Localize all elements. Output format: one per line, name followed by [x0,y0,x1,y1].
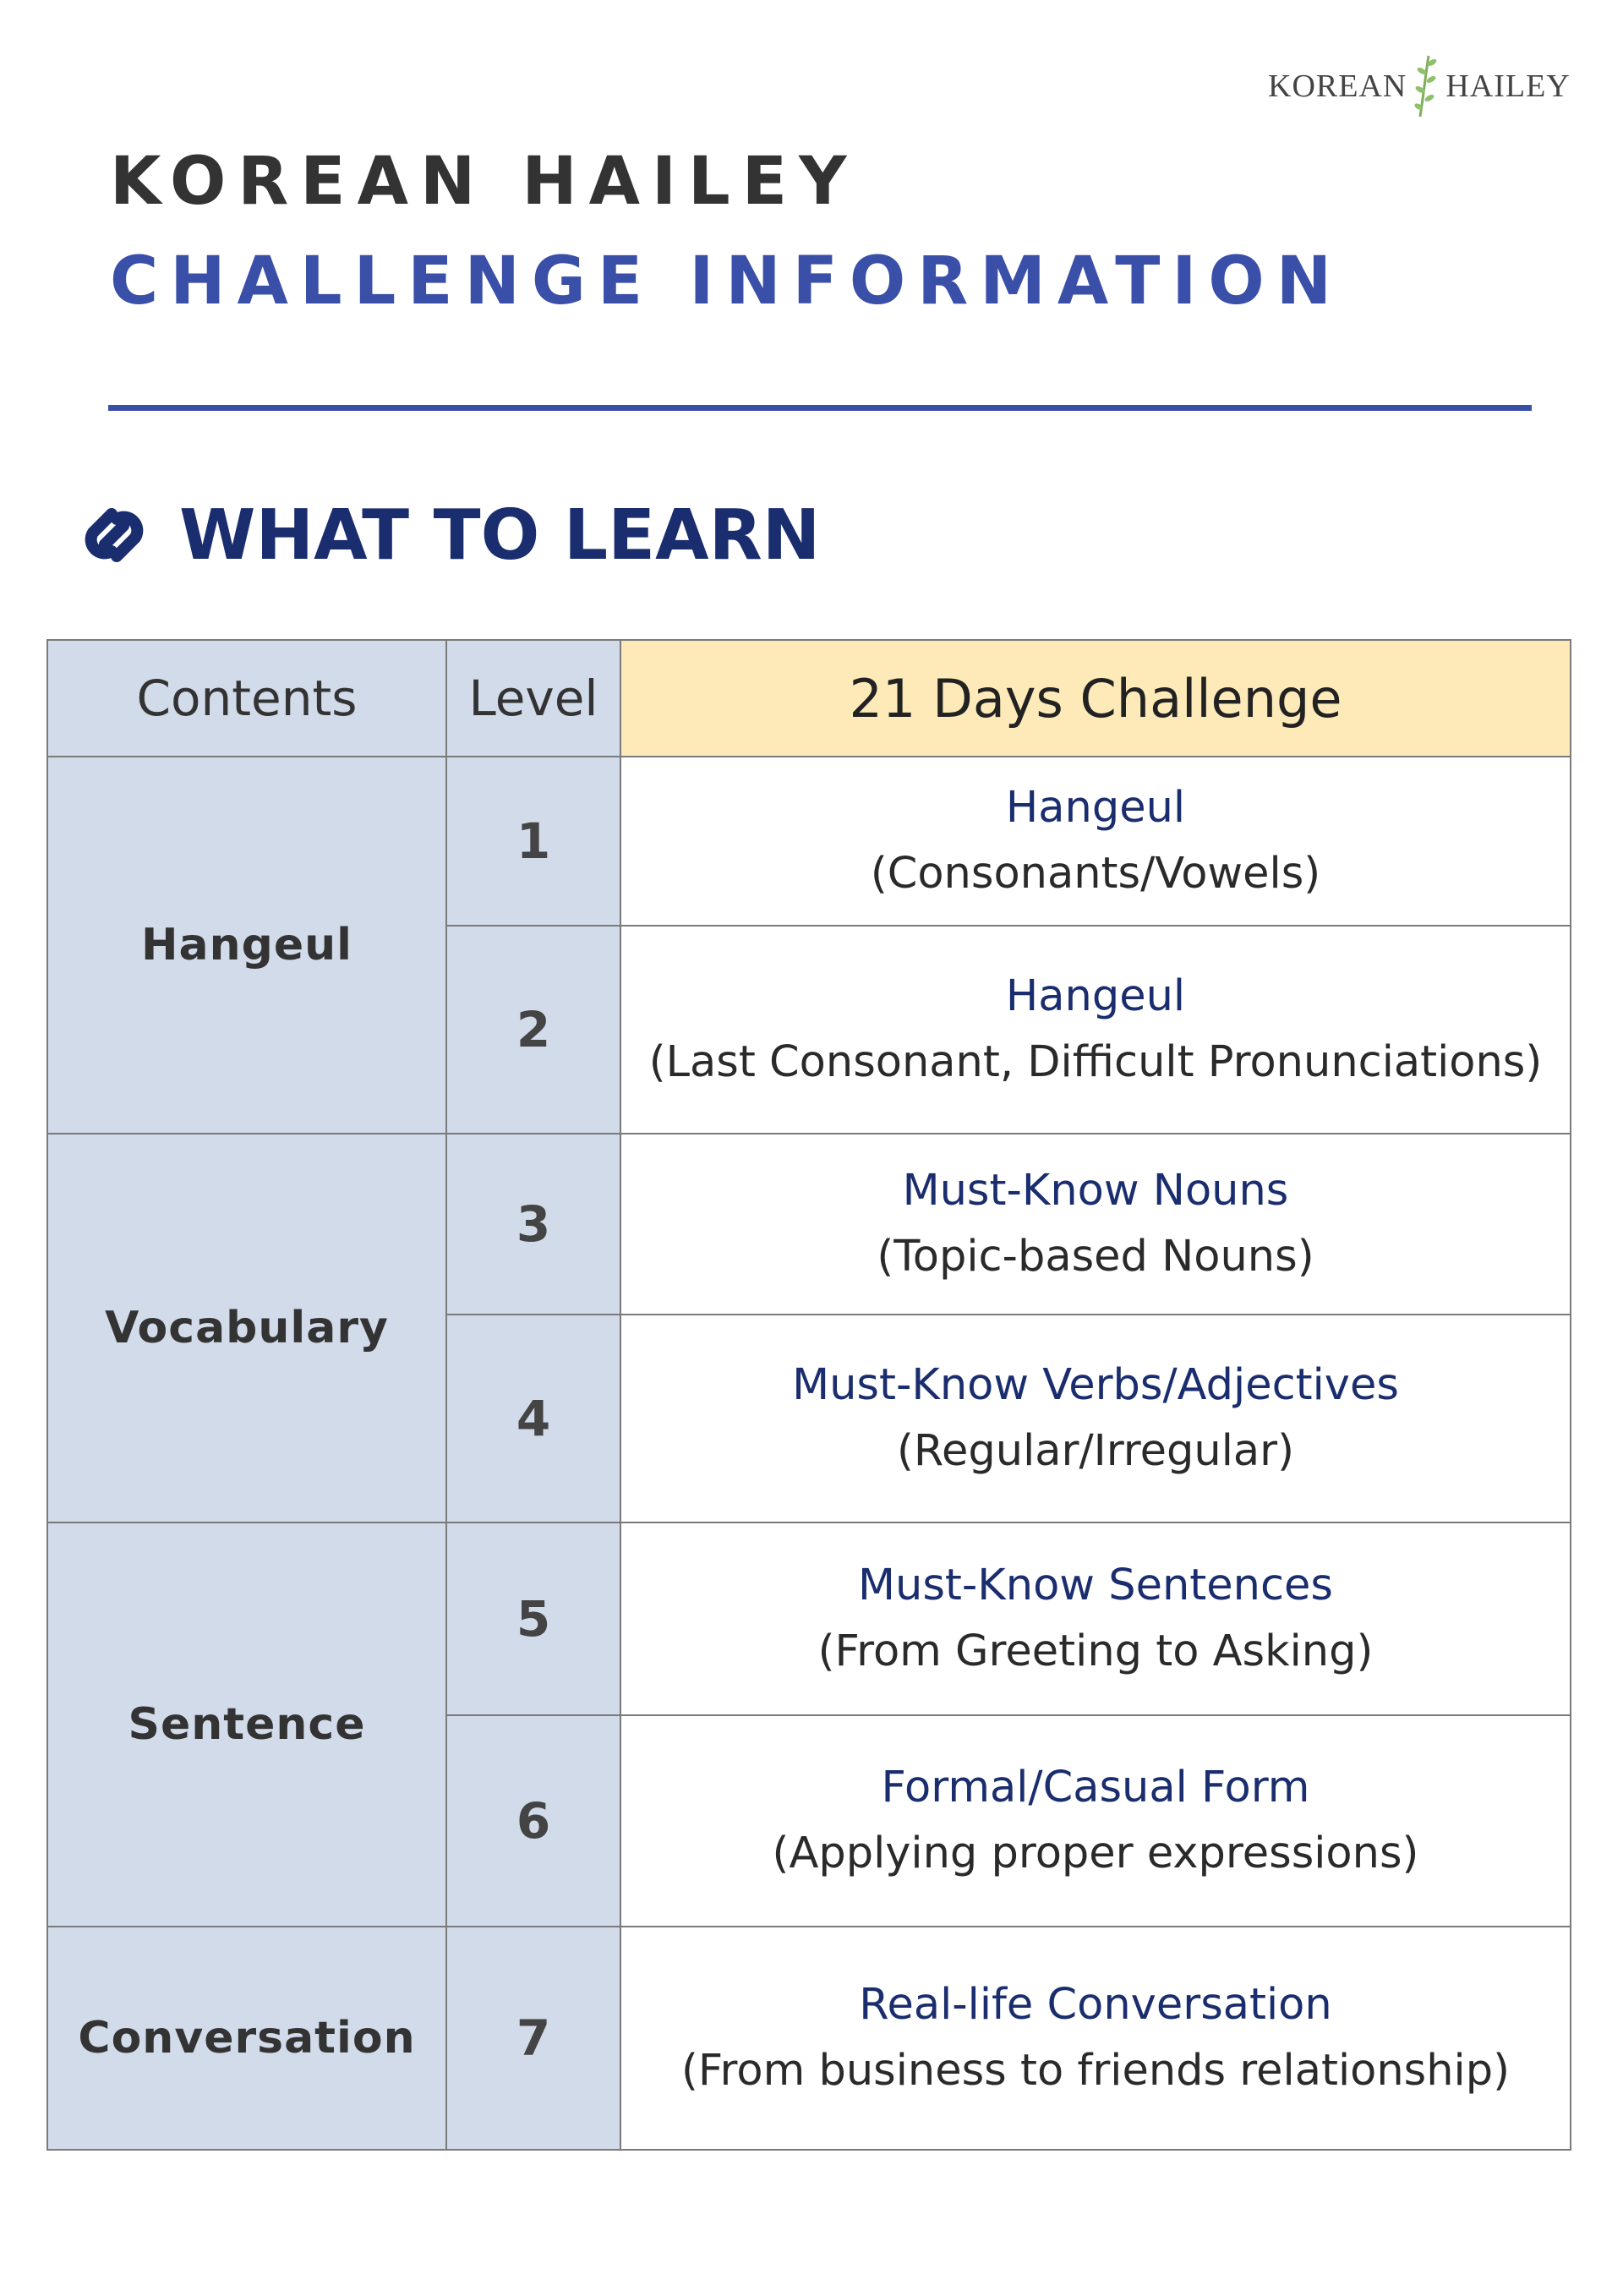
logo-text-left: KOREAN [1268,68,1407,104]
challenge-cell [620,1715,1571,1927]
divider-line [108,405,1532,411]
section-title: WHAT TO LEARN [179,495,821,576]
header-level: Level [446,640,620,757]
table-row [47,1927,1571,2150]
table-row [47,1522,1571,1715]
level-cell: 5 [446,1522,620,1715]
table-row [47,757,1571,926]
content-group-cell: Conversation [47,1927,446,2150]
level-cell: 7 [446,1927,620,2150]
challenge-subtitle: (Consonants/Vowels) [870,849,1321,899]
page-subtitle: CHALLENGE INFORMATION [110,243,1344,320]
level-cell: 6 [446,1715,620,1927]
link-icon [68,489,161,582]
content-group-cell: Vocabulary [47,1134,446,1522]
challenge-title: Must-Know Nouns [902,1166,1289,1216]
challenge-cell [620,1315,1571,1522]
challenge-subtitle: (From business to friends relationship) [681,2046,1510,2096]
curriculum-table [46,639,1571,2151]
level-cell: 1 [446,757,620,926]
table-header-row [47,640,1571,757]
challenge-subtitle: (Last Consonant, Difficult Pronunciations) [648,1037,1543,1087]
header-challenge: 21 Days Challenge [620,640,1571,757]
leaf-sprig-icon [1408,52,1444,120]
level-cell: 3 [446,1134,620,1315]
challenge-title: Must-Know Verbs/Adjectives [792,1360,1399,1410]
logo-text-right: HAILEY [1445,68,1571,104]
content-group-cell: Sentence [47,1522,446,1927]
page-title: KOREAN HAILEY [110,144,859,220]
challenge-subtitle: (Applying proper expressions) [772,1829,1419,1878]
level-cell: 4 [446,1315,620,1522]
table-row [47,1134,1571,1315]
brand-logo [1268,52,1572,120]
challenge-cell [620,1522,1571,1715]
header-contents: Contents [47,640,446,757]
challenge-subtitle: (From Greeting to Asking) [817,1626,1374,1676]
challenge-title: Hangeul [1005,971,1186,1021]
challenge-cell [620,926,1571,1134]
challenge-cell [620,1927,1571,2150]
challenge-cell [620,757,1571,926]
challenge-title: Formal/Casual Form [881,1763,1310,1812]
challenge-subtitle: (Topic-based Nouns) [877,1232,1314,1282]
challenge-title: Real-life Conversation [859,1980,1332,2030]
challenge-subtitle: (Regular/Irregular) [896,1426,1294,1476]
section-header [68,489,820,582]
level-cell: 2 [446,926,620,1134]
challenge-title: Hangeul [1005,783,1186,833]
challenge-cell [620,1134,1571,1315]
challenge-title: Must-Know Sentences [858,1561,1333,1610]
content-group-cell: Hangeul [47,757,446,1134]
